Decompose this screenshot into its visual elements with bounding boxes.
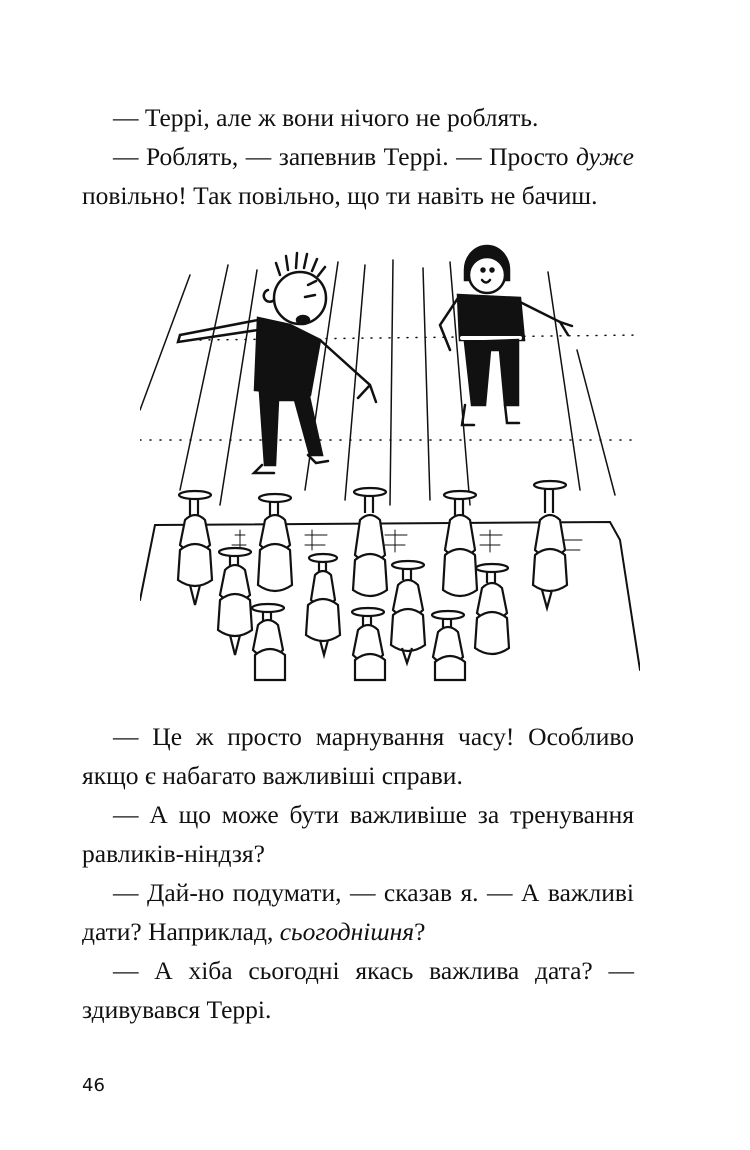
paragraph — [82, 98, 634, 137]
paragraph — [82, 951, 634, 1029]
paragraph-text: — Дай-но подумати, — сказав я. — А важливі дати? Наприклад, — [82, 878, 634, 946]
paragraph-text: — А що може бути важливіше за тренування равликів-ніндзя? — [82, 800, 634, 868]
paragraph-text: — Роблять, — запевнив Террі. — Просто — [113, 142, 577, 171]
paragraph — [82, 795, 634, 873]
paragraph-text: — Це ж просто марнування часу! Особливо якщо є набагато важливіші справи. — [82, 722, 634, 790]
paragraph-text: — Террі, але ж вони нічого не роблять. — [113, 103, 539, 132]
italic-emphasis: сьогоднішня — [279, 917, 415, 946]
text-block-bottom — [82, 717, 634, 1029]
paragraph — [82, 137, 634, 215]
paragraph-text: повільно! Так повільно, що ти навіть не бачиш. — [82, 181, 598, 210]
paragraph — [82, 717, 634, 795]
paragraph-text: — А хіба сьогодні якась важлива дата? — здивувався Террі. — [82, 956, 634, 1024]
italic-emphasis: дуже — [576, 142, 634, 171]
page-number: 46 — [82, 1075, 105, 1096]
ninja-snails-illustration — [140, 240, 640, 695]
paragraph — [82, 873, 634, 951]
paragraph-text: ? — [414, 917, 426, 946]
ninja-snail-crowd — [178, 481, 567, 680]
text-block-top — [82, 98, 634, 215]
